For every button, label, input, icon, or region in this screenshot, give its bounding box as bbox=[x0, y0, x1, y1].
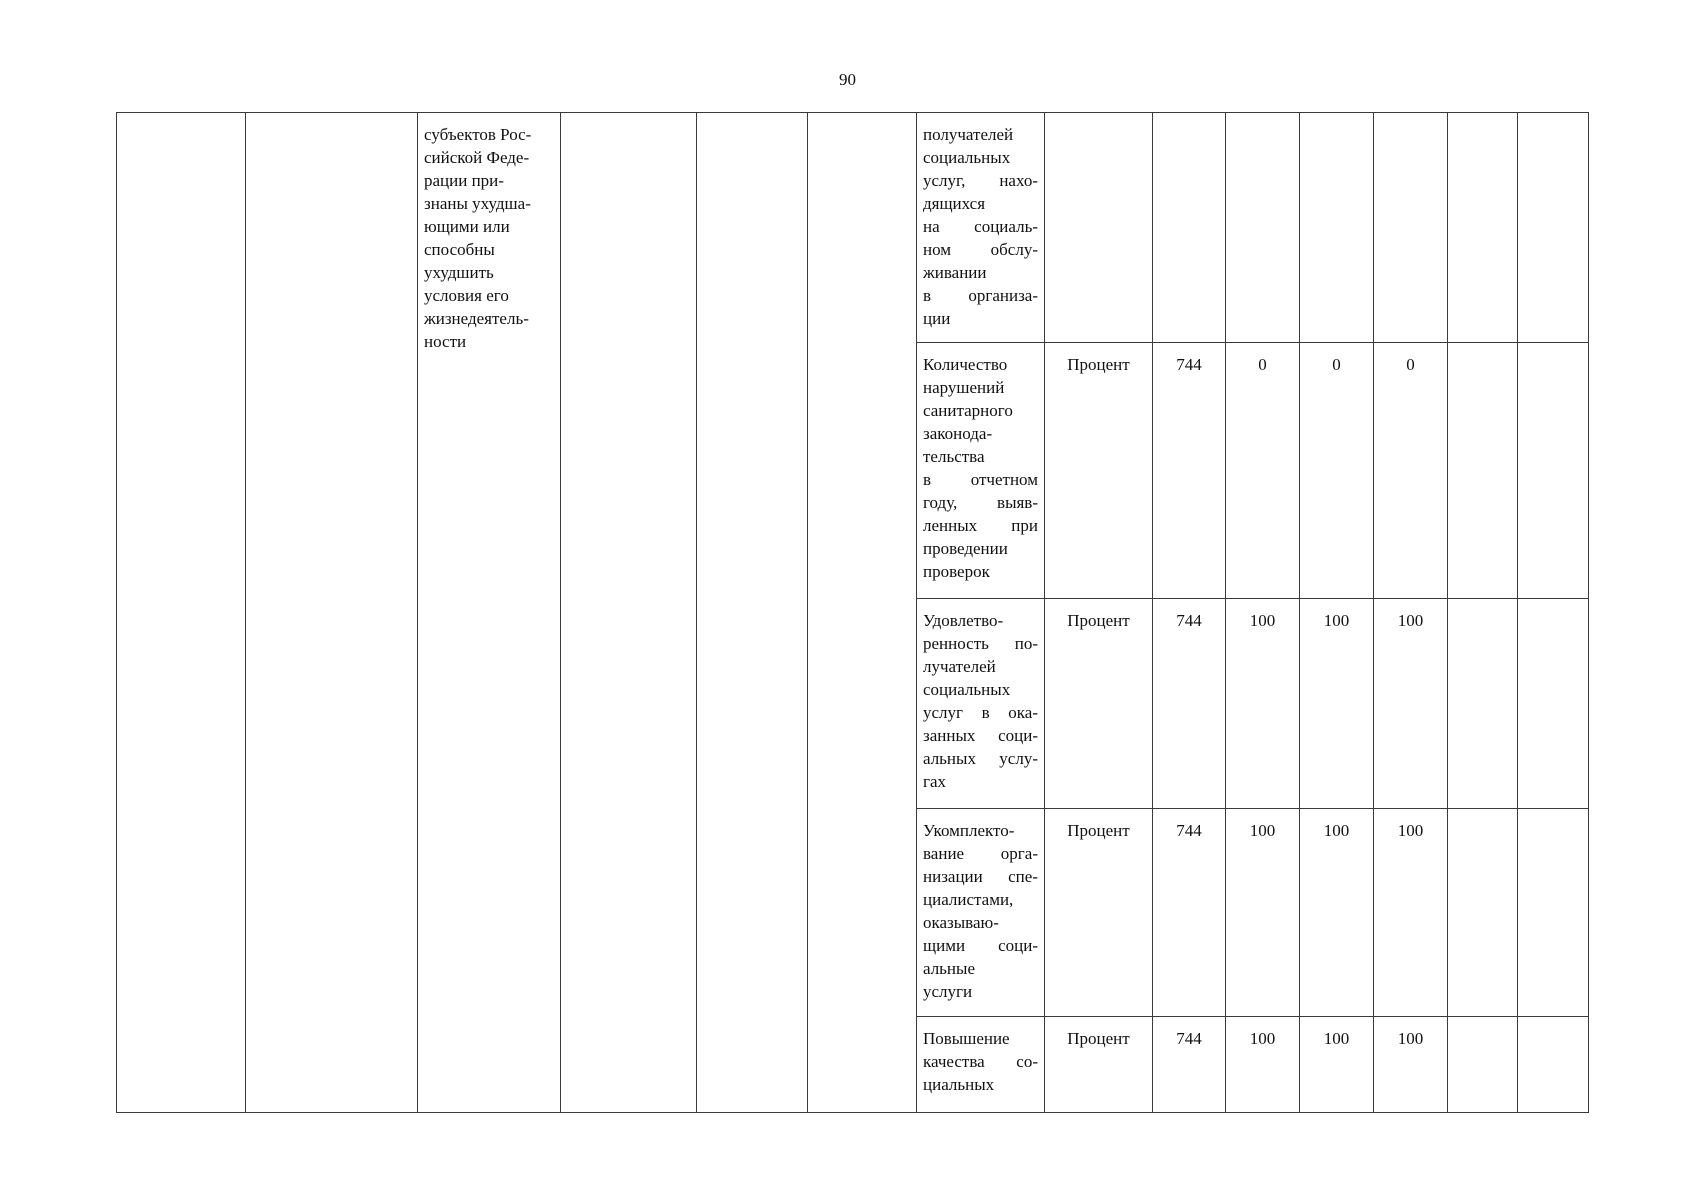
unit-cell: Процент bbox=[1045, 809, 1153, 1017]
indicator-line: социальных bbox=[923, 680, 1011, 699]
text-line: знаны ухудша- bbox=[424, 194, 531, 213]
indicator-line: проверок bbox=[923, 562, 990, 581]
unit-cell: Процент bbox=[1045, 1017, 1153, 1113]
unit-cell: Процент bbox=[1045, 343, 1153, 599]
indicator-line: проведении bbox=[923, 539, 1008, 558]
empty-cell-col14 bbox=[1518, 599, 1589, 809]
indicator-line: Удовлетво- bbox=[923, 611, 1004, 630]
value-cell-2: 100 bbox=[1300, 809, 1374, 1017]
indicator-line: нарушений bbox=[923, 378, 1005, 397]
indicator-line: гах bbox=[923, 772, 947, 791]
indicator-line: ренность по- bbox=[923, 634, 1038, 653]
value-cell-2 bbox=[1300, 113, 1374, 343]
code-cell bbox=[1153, 113, 1226, 343]
value-cell-1: 0 bbox=[1226, 343, 1300, 599]
empty-cell-col14 bbox=[1518, 809, 1589, 1017]
text-line: сийской Феде- bbox=[424, 148, 530, 167]
indicator-cell bbox=[917, 599, 1045, 809]
indicator-line: оказываю- bbox=[923, 913, 999, 932]
value-cell-1 bbox=[1226, 113, 1300, 343]
indicator-line: вание орга- bbox=[923, 844, 1038, 863]
merged-text-cell bbox=[418, 113, 561, 1113]
indicator-line: социальных bbox=[923, 148, 1011, 167]
indicator-line: ленных при bbox=[923, 516, 1038, 535]
value-cell-3: 100 bbox=[1374, 809, 1448, 1017]
value-cell-1: 100 bbox=[1226, 809, 1300, 1017]
value-cell-3: 0 bbox=[1374, 343, 1448, 599]
indicator-line: качества со- bbox=[923, 1052, 1038, 1071]
indicator-line: в организа- bbox=[923, 286, 1038, 305]
indicator-line: году, выяв- bbox=[923, 493, 1038, 512]
text-line: жизнедеятель- bbox=[424, 309, 529, 328]
indicator-line: циальных bbox=[923, 1075, 995, 1094]
unit-cell bbox=[1045, 113, 1153, 343]
value-cell-1: 100 bbox=[1226, 599, 1300, 809]
indicator-line: щими соци- bbox=[923, 936, 1038, 955]
value-cell-2: 0 bbox=[1300, 343, 1374, 599]
code-cell: 744 bbox=[1153, 1017, 1226, 1113]
indicator-line: занных соци- bbox=[923, 726, 1038, 745]
unit-cell: Процент bbox=[1045, 599, 1153, 809]
indicator-cell bbox=[917, 809, 1045, 1017]
indicator-line: Укомплекто- bbox=[923, 821, 1015, 840]
empty-cell-col14 bbox=[1518, 343, 1589, 599]
empty-cell-col13 bbox=[1448, 809, 1518, 1017]
indicator-line: низации спе- bbox=[923, 867, 1038, 886]
indicator-line: ции bbox=[923, 309, 951, 328]
indicator-line: получателей bbox=[923, 125, 1014, 144]
indicator-line: на социаль- bbox=[923, 217, 1038, 236]
indicator-line: альные bbox=[923, 959, 975, 978]
text-line: субъектов Рос- bbox=[424, 125, 532, 144]
indicator-line: альных услу- bbox=[923, 749, 1038, 768]
value-cell-2: 100 bbox=[1300, 1017, 1374, 1113]
indicator-line: Количество bbox=[923, 355, 1008, 374]
text-line: ности bbox=[424, 332, 467, 351]
text-line: ухудшить bbox=[424, 263, 494, 282]
text-line: ющими или bbox=[424, 217, 510, 236]
code-cell: 744 bbox=[1153, 809, 1226, 1017]
empty-cell-col1 bbox=[117, 113, 246, 1113]
empty-cell-col14 bbox=[1518, 1017, 1589, 1113]
indicator-line: дящихся bbox=[923, 194, 986, 213]
empty-cell-col13 bbox=[1448, 113, 1518, 343]
value-cell-3 bbox=[1374, 113, 1448, 343]
empty-cell-col4 bbox=[561, 113, 697, 1113]
indicator-cell bbox=[917, 1017, 1045, 1113]
indicator-line: услуги bbox=[923, 982, 973, 1001]
indicator-line: законода- bbox=[923, 424, 993, 443]
indicator-line: ном обслу- bbox=[923, 240, 1038, 259]
text-line: способны bbox=[424, 240, 495, 259]
empty-cell-col5 bbox=[697, 113, 808, 1113]
indicator-line: Повышение bbox=[923, 1029, 1010, 1048]
indicator-cell bbox=[917, 113, 1045, 343]
empty-cell-col13 bbox=[1448, 599, 1518, 809]
indicator-line: тельства bbox=[923, 447, 985, 466]
empty-cell-col13 bbox=[1448, 343, 1518, 599]
indicator-line: санитарного bbox=[923, 401, 1013, 420]
value-cell-3: 100 bbox=[1374, 1017, 1448, 1113]
value-cell-3: 100 bbox=[1374, 599, 1448, 809]
indicator-line: живании bbox=[923, 263, 987, 282]
text-line: рации при- bbox=[424, 171, 504, 190]
code-cell: 744 bbox=[1153, 599, 1226, 809]
value-cell-2: 100 bbox=[1300, 599, 1374, 809]
text-line: условия его bbox=[424, 286, 509, 305]
value-cell-1: 100 bbox=[1226, 1017, 1300, 1113]
empty-cell-col2 bbox=[246, 113, 418, 1113]
page-number: 90 bbox=[839, 70, 856, 89]
empty-cell-col13 bbox=[1448, 1017, 1518, 1113]
indicator-line: услуг, нахо- bbox=[923, 171, 1038, 190]
indicator-cell bbox=[917, 343, 1045, 599]
empty-cell-col6 bbox=[808, 113, 917, 1113]
indicator-line: циалистами, bbox=[923, 890, 1014, 909]
empty-cell-col14 bbox=[1518, 113, 1589, 343]
indicator-line: услуг в ока- bbox=[923, 703, 1038, 722]
code-cell: 744 bbox=[1153, 343, 1226, 599]
indicator-line: лучателей bbox=[923, 657, 996, 676]
indicator-line: в отчетном bbox=[923, 470, 1038, 489]
indicator-table bbox=[116, 112, 1589, 1113]
table-row bbox=[117, 113, 1589, 343]
